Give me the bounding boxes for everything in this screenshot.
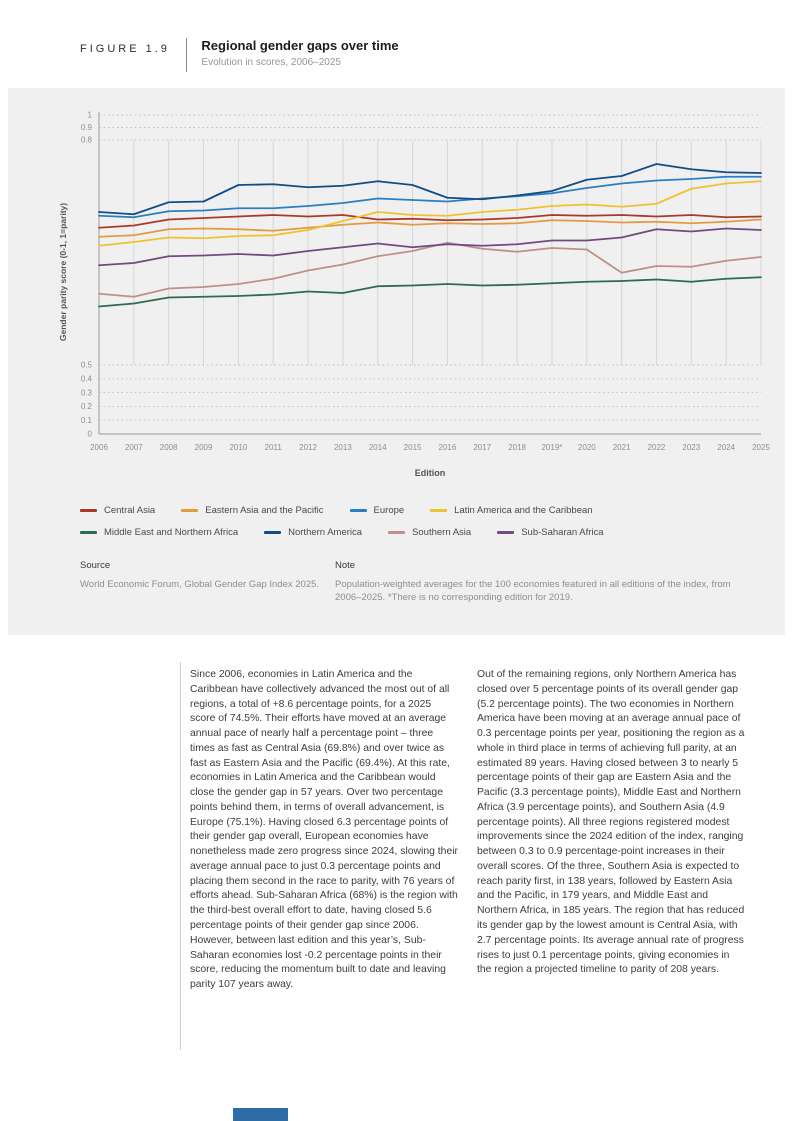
x-tick-label: 2016 [438,443,457,452]
x-tick-label: 2012 [299,443,317,452]
legend-label: Europe [373,505,405,516]
legend-item [80,527,238,538]
legend-item [430,505,592,516]
x-tick-label: 2021 [612,443,631,452]
y-tick-label: 0.4 [80,374,92,384]
x-tick-label: 2008 [159,443,178,452]
figure-subtitle: Evolution in scores, 2006–2025 [201,57,341,68]
legend-label: Southern Asia [412,527,472,538]
x-tick-label: 2019* [541,443,563,452]
y-tick-label: 0.2 [80,402,92,412]
x-tick-label: 2023 [682,443,701,452]
legend-item [388,527,471,538]
x-tick-label: 2022 [647,443,666,452]
header-divider [186,38,188,72]
figure-panel [8,88,785,635]
x-tick-label: 2018 [508,443,527,452]
source-note-block [80,560,748,605]
x-tick-label: 2017 [473,443,492,452]
legend-swatch [80,509,97,512]
legend-row [80,505,730,516]
legend-label: Northern America [288,527,363,538]
legend-item [181,505,323,516]
x-tick-label: 2013 [333,443,352,452]
legend-item [350,505,405,516]
series-line-europe [99,177,761,218]
x-tick-label: 2007 [124,443,143,452]
x-tick-label: 2010 [229,443,248,452]
chart-legend [80,505,730,549]
y-tick-label: 0 [87,429,92,439]
legend-row [80,527,730,538]
note-text: Population-weighted averages for the 100 economies featured in all editions of the index, from 2006–2025. *There is no corresponding edition for 2019. [335,579,731,604]
legend-label: Middle East and Northern Africa [104,527,239,538]
column-rule [180,662,181,1050]
x-axis-title: Edition [414,468,446,478]
y-tick-label: 1 [87,110,92,120]
figure-title: Regional gender gaps over time [201,38,399,53]
x-tick-label: 2014 [368,443,387,452]
legend-label: Sub-Saharan Africa [521,527,604,538]
y-tick-label: 0.1 [80,415,92,425]
legend-label: Latin America and the Caribbean [454,505,593,516]
x-tick-label: 2006 [90,443,108,452]
legend-swatch [264,531,281,534]
source-text: World Economic Forum, Global Gender Gap Index 2025. [80,579,320,590]
line-chart [55,100,770,458]
y-tick-label: 0.9 [80,123,92,133]
series-line-eastern-asia-and-the-pacific [99,220,761,237]
chart-area [55,100,770,463]
legend-label: Central Asia [104,505,156,516]
legend-label: Eastern Asia and the Pacific [205,505,324,516]
legend-item [264,527,362,538]
legend-swatch [388,531,405,534]
x-tick-label: 2015 [403,443,422,452]
note-heading: Note [335,560,356,571]
figure-label: FIGURE 1.9 [80,43,170,55]
y-tick-label: 0.5 [80,360,92,370]
x-tick-label: 2024 [717,443,736,452]
x-tick-label: 2009 [194,443,213,452]
figure-header [80,38,399,72]
figure-titles [201,38,398,68]
page-footer-band [233,1108,288,1121]
y-tick-label: 0.8 [80,135,92,145]
body-column-1: Since 2006, economies in Latin America and the Caribbean have collectively advanced the most out of all regions, a total of +8.6 percentage points, for a 2025 score of 74.5%. Their efforts have moved at an average annual pace of nearly half a percentage point – three times as fast as Central Asia (69.8%) and over twice as fast as Eastern Asia and the Pacific (69.4%). At this rate, economies in Latin America and the Caribbean would close the gender gap in 57 years. Over two percentage points behind them, in terms of overall advancement, is Europe (75.1%). Having closed 6.3 percentage points of their gender gap overall, European economies have nonetheless made zero progress since 2024, slowing their average annual pace to just 0.3 percentage points and placing them second in the race to parity, with 76 years of efforts ahead. Sub-Saharan Africa (68%) is the region with the third-best overall effort to date, having closed 5.6 percentage points of their gender gap since 2006. However, between last edition and this year’s, Sub-Saharan economies lost -0.2 percentage points in their score, reducing the momentum built to date and leaving parity 107 years away. [190,669,459,991]
y-axis-title: Gender parity score (0-1, 1=parity) [58,202,68,342]
body-column-2: Out of the remaining regions, only Northern America has closed over 5 percentage points of its overall gender gap (5.2 percentage points). The two economies in Northern America have been moving at an average annual pace of 0.3 percentage points per year, positioning the region as a whole in third place in terms of achieving full parity, at an estimated 89 years. Having closed between 3 to nearly 5 percentage points of their gap are Eastern Asia and the Pacific (3.3 percentage points), Middle East and Northern Africa (3.9 percentage points), and Southern Asia (4.9 percentage points). All three regions registered modest improvements since the 2024 edition of the index, ranging between 0.3 to 0.9 percentage-point increases in their overall scores. Of the three, Southern Asia is expected to reach parity first, in 138 years, followed by Eastern Asia and the Pacific, in 179 years, and Middle East and Northern Africa, in 185 years. The region that has reduced its gender gap by the lowest amount is Central Asia, with 2.7 percentage points. Its average annual rate of progress rises to just 0.1 percentage points, giving economies in the region a projected timeline to parity of 208 years. [477,669,745,976]
series-line-northern-america [99,164,761,214]
legend-item [497,527,603,538]
note-block [335,560,748,605]
x-tick-label: 2025 [752,443,770,452]
legend-swatch [181,509,198,512]
legend-swatch [497,531,514,534]
series-line-middle-east-and-northern-africa [99,277,761,306]
legend-swatch [430,509,447,512]
legend-swatch [350,509,367,512]
source-heading: Source [80,560,111,571]
legend-swatch [80,531,97,534]
source-block [80,560,335,605]
y-tick-label: 0.3 [80,388,92,398]
series-line-southern-asia [99,243,761,297]
body-text [190,668,750,993]
legend-item [80,505,155,516]
x-tick-label: 2011 [264,443,282,452]
x-tick-label: 2020 [577,443,596,452]
